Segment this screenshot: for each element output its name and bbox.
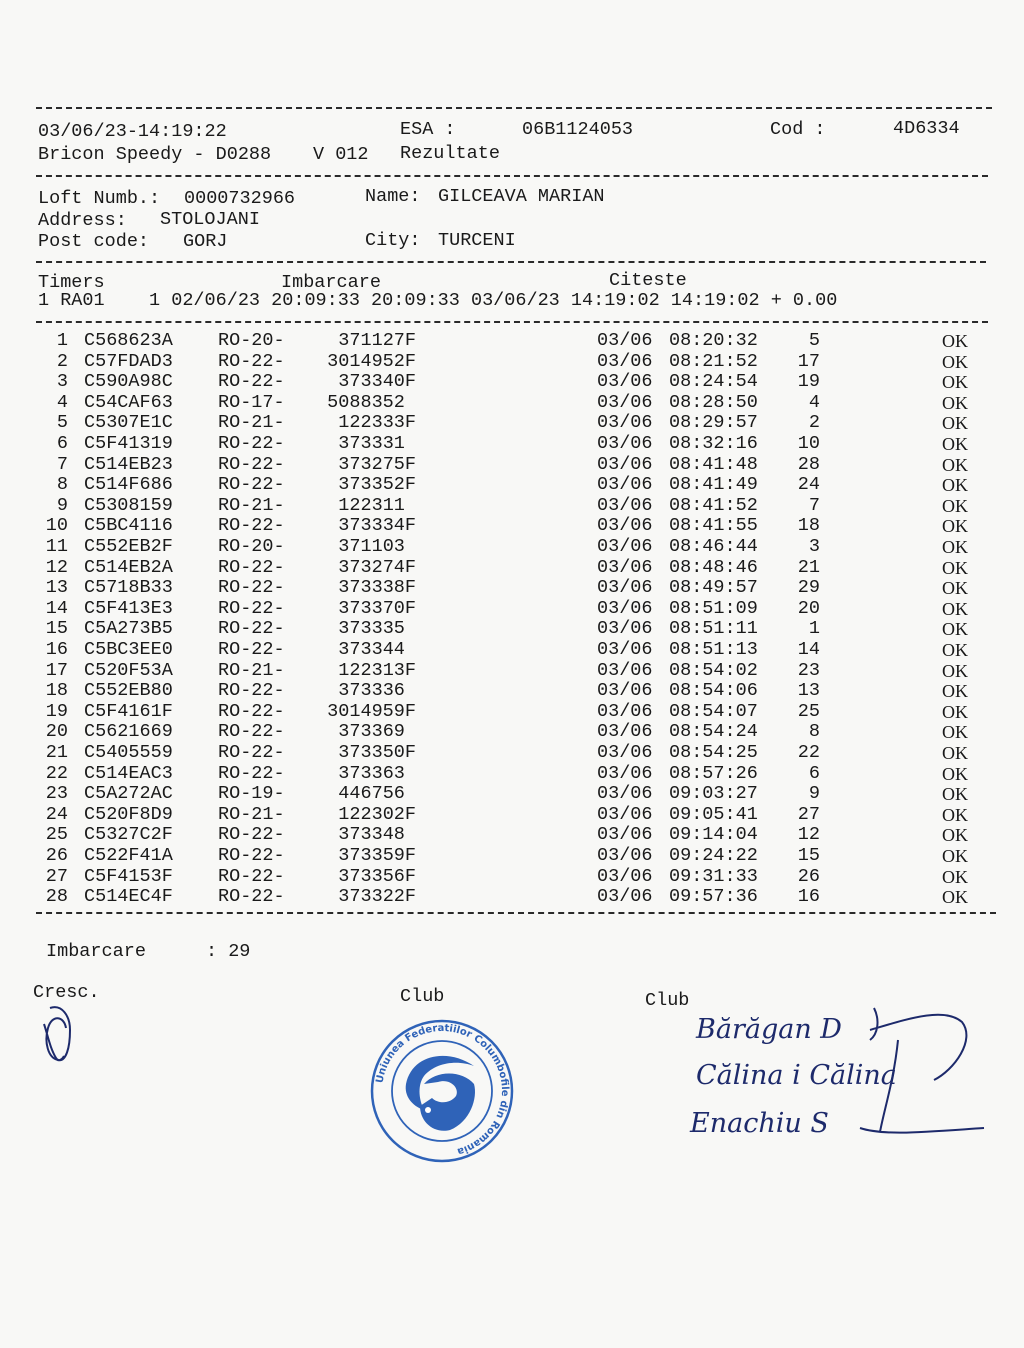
arrival-time: 08:41:48 — [669, 453, 758, 475]
bird-id: C57FDAD3 — [84, 350, 173, 372]
bird-id: C5621669 — [84, 721, 173, 743]
arrival-time: 09:03:27 — [669, 783, 758, 805]
ring-prefix: RO-22- — [218, 453, 285, 475]
basketing-number: 26 — [797, 865, 820, 887]
arrival-time: 08:24:54 — [669, 371, 758, 393]
device-name: Bricon Speedy - D0288 — [38, 144, 272, 165]
row-number: 28 — [45, 886, 68, 908]
basketing-number: 19 — [797, 371, 820, 393]
ring-number: 3014952F — [327, 350, 416, 372]
ring-number: 122333F — [338, 412, 416, 434]
arrival-date: 03/06 — [597, 721, 653, 743]
arrival-time: 08:57:26 — [669, 762, 758, 784]
row-number: 3 — [56, 371, 68, 393]
bird-id: C5308159 — [84, 494, 173, 516]
ring-number: 446756 — [338, 783, 416, 805]
bird-id: C514F686 — [84, 474, 173, 496]
result-row — [0, 722, 1024, 743]
loft-value: 0000732966 — [184, 188, 296, 209]
basketing-number: 3 — [808, 536, 820, 557]
address-value: STOLOJANI — [160, 209, 260, 230]
basketing-number: 6 — [808, 762, 820, 784]
ring-prefix: RO-22- — [218, 433, 285, 454]
bird-id: C514EAC3 — [84, 762, 173, 784]
arrival-date: 03/06 — [597, 783, 653, 805]
ring-number: 371103 — [338, 536, 416, 557]
basketing-number: 2 — [808, 412, 820, 434]
ring-prefix: RO-22- — [218, 639, 285, 660]
status: OK — [942, 598, 968, 619]
row-number: 5 — [56, 412, 68, 434]
row-number: 24 — [45, 803, 68, 825]
arrival-date: 03/06 — [597, 371, 653, 393]
status: OK — [942, 578, 968, 599]
ring-prefix: RO-22- — [218, 680, 285, 702]
ring-number: 373370F — [338, 597, 416, 619]
ring-prefix: RO-22- — [218, 350, 285, 372]
status: OK — [942, 619, 968, 640]
bird-id: C5F41319 — [84, 433, 173, 454]
basketing-number: 1 — [808, 618, 820, 640]
result-row — [0, 887, 1024, 908]
status: OK — [942, 784, 968, 805]
status: OK — [942, 372, 968, 393]
ring-number: 373336 — [338, 680, 416, 702]
arrival-time: 08:29:57 — [669, 412, 758, 434]
divider-top — [36, 107, 992, 109]
ring-number: 3014959F — [327, 700, 416, 722]
ring-number: 373331 — [338, 433, 416, 454]
arrival-date: 03/06 — [597, 515, 653, 537]
status: OK — [942, 516, 968, 537]
basketing-number: 4 — [808, 391, 820, 413]
result-row — [0, 331, 1024, 352]
arrival-date: 03/06 — [597, 330, 653, 351]
arrival-date: 03/06 — [597, 700, 653, 722]
arrival-time: 08:51:11 — [669, 618, 758, 640]
arrival-time: 08:54:07 — [669, 700, 758, 722]
row-number: 12 — [45, 556, 68, 578]
result-row — [0, 393, 1024, 414]
result-row — [0, 599, 1024, 620]
arrival-date: 03/06 — [597, 824, 653, 846]
ring-number: 373344 — [338, 639, 416, 660]
arrival-time: 08:51:13 — [669, 639, 758, 660]
basketing-number: 27 — [797, 803, 820, 825]
bird-id: C522F41A — [84, 845, 173, 866]
basketing-number: 25 — [797, 700, 820, 722]
status: OK — [942, 701, 968, 722]
row-number: 13 — [45, 577, 68, 599]
arrival-time: 09:14:04 — [669, 824, 758, 846]
status: OK — [942, 763, 968, 784]
status: OK — [942, 743, 968, 763]
result-row — [0, 867, 1024, 888]
ring-prefix: RO-20- — [218, 330, 285, 351]
imbarcare-header: Imbarcare — [281, 272, 381, 293]
ring-number: 373334F — [338, 515, 416, 537]
result-row — [0, 558, 1024, 579]
result-row — [0, 578, 1024, 599]
row-number: 7 — [56, 453, 68, 475]
postcode-label: Post code: — [38, 231, 150, 252]
ring-number: 122311 — [338, 494, 416, 516]
ring-number: 373322F — [338, 886, 416, 908]
arrival-date: 03/06 — [597, 577, 653, 599]
basketing-number: 12 — [797, 824, 820, 846]
ring-prefix: RO-22- — [218, 700, 285, 722]
result-row — [0, 681, 1024, 702]
arrival-date: 03/06 — [597, 886, 653, 908]
citeste-header: Citeste — [609, 270, 687, 291]
row-number: 9 — [56, 494, 68, 516]
ring-number: 373338F — [338, 577, 416, 599]
arrival-date: 03/06 — [597, 391, 653, 413]
row-number: 10 — [45, 515, 68, 537]
arrival-time: 08:54:02 — [669, 659, 758, 681]
bird-id: C514EB23 — [84, 453, 173, 475]
ring-number: 373363 — [338, 762, 416, 784]
ring-prefix: RO-22- — [218, 597, 285, 619]
ring-number: 373275F — [338, 453, 416, 475]
ring-number: 373369 — [338, 721, 416, 743]
status: OK — [942, 640, 968, 660]
ring-prefix: RO-21- — [218, 494, 285, 516]
bird-id: C552EB80 — [84, 680, 173, 702]
ring-number: 373350F — [338, 742, 416, 763]
result-row — [0, 434, 1024, 455]
arrival-time: 08:54:06 — [669, 680, 758, 702]
row-number: 8 — [56, 474, 68, 496]
status: OK — [942, 887, 968, 908]
bird-id: C5327C2F — [84, 824, 173, 846]
result-row — [0, 640, 1024, 661]
row-number: 20 — [45, 721, 68, 743]
ring-prefix: RO-22- — [218, 824, 285, 846]
cresc-label: Cresc. — [33, 982, 100, 1003]
divider-header — [36, 175, 988, 177]
ring-prefix: RO-19- — [218, 783, 285, 805]
club-label-1: Club — [400, 986, 445, 1007]
result-row — [0, 372, 1024, 393]
basketing-number: 9 — [808, 783, 820, 805]
result-row — [0, 825, 1024, 846]
ring-number: 373335 — [338, 618, 416, 640]
basketing-number: 15 — [797, 845, 820, 866]
ring-prefix: RO-22- — [218, 618, 285, 640]
imbarcare-total-value: : 29 — [206, 941, 251, 962]
device-version: V 012 — [313, 144, 369, 165]
report-type: Rezultate — [400, 143, 500, 164]
arrival-time: 08:49:57 — [669, 577, 758, 599]
arrival-time: 08:41:55 — [669, 515, 758, 537]
ring-number: 122302F — [338, 803, 416, 825]
status: OK — [942, 351, 968, 372]
basketing-number: 14 — [797, 639, 820, 660]
basketing-number: 28 — [797, 453, 820, 475]
arrival-date: 03/06 — [597, 453, 653, 475]
basketing-number: 5 — [808, 330, 820, 351]
ring-prefix: RO-20- — [218, 536, 285, 557]
result-row — [0, 537, 1024, 558]
arrival-time: 08:48:46 — [669, 556, 758, 578]
imbarcare-total-label: Imbarcare — [46, 941, 146, 962]
svg-text:Uniunea Federatiilor Columbofi — [374, 1023, 510, 1157]
status: OK — [942, 434, 968, 454]
result-row — [0, 455, 1024, 476]
status: OK — [942, 475, 968, 496]
result-row — [0, 743, 1024, 764]
basketing-number: 24 — [797, 474, 820, 496]
arrival-time: 09:57:36 — [669, 886, 758, 908]
row-number: 2 — [56, 350, 68, 372]
arrival-date: 03/06 — [597, 659, 653, 681]
ring-number: 371127F — [338, 330, 416, 351]
row-number: 22 — [45, 762, 68, 784]
result-row — [0, 764, 1024, 785]
signature-calina: Călina i Călina — [696, 1060, 897, 1091]
ring-number: 373352F — [338, 474, 416, 496]
bird-id: C5405559 — [84, 742, 173, 763]
row-number: 23 — [45, 783, 68, 805]
result-row — [0, 619, 1024, 640]
bird-id: C514EB2A — [84, 556, 173, 578]
ring-prefix: RO-22- — [218, 762, 285, 784]
ring-number: 373348 — [338, 824, 416, 846]
result-row — [0, 496, 1024, 517]
result-row — [0, 516, 1024, 537]
arrival-date: 03/06 — [597, 412, 653, 434]
result-row — [0, 352, 1024, 373]
status: OK — [942, 495, 968, 516]
arrival-date: 03/06 — [597, 762, 653, 784]
arrival-date: 03/06 — [597, 845, 653, 866]
row-number: 15 — [45, 618, 68, 640]
status: OK — [942, 537, 968, 557]
basketing-number: 10 — [797, 433, 820, 454]
ring-prefix: RO-22- — [218, 721, 285, 743]
ring-prefix: RO-22- — [218, 845, 285, 866]
result-row — [0, 846, 1024, 867]
loft-label: Loft Numb.: — [38, 188, 161, 209]
bird-id: C5F4153F — [84, 865, 173, 887]
arrival-date: 03/06 — [597, 536, 653, 557]
divider-timers — [36, 321, 988, 323]
basketing-number: 29 — [797, 577, 820, 599]
arrival-time: 09:24:22 — [669, 845, 758, 866]
result-row — [0, 475, 1024, 496]
bird-id: C520F8D9 — [84, 803, 173, 825]
bird-id: C5BC3EE0 — [84, 639, 173, 660]
arrival-date: 03/06 — [597, 433, 653, 454]
signature-enachiu: Enachiu S — [690, 1108, 829, 1139]
basketing-number: 22 — [797, 742, 820, 763]
arrival-time: 08:41:49 — [669, 474, 758, 496]
status: OK — [942, 557, 968, 578]
status: OK — [942, 331, 968, 351]
signature-baragan: Bărăgan D — [696, 1014, 842, 1045]
bird-id: C54CAF63 — [84, 391, 173, 413]
arrival-time: 08:21:52 — [669, 350, 758, 372]
esa-label: ESA : — [400, 119, 456, 140]
address-label: Address: — [38, 210, 127, 231]
ring-prefix: RO-22- — [218, 577, 285, 599]
result-row — [0, 702, 1024, 723]
basketing-number: 18 — [797, 515, 820, 537]
name-value: GILCEAVA MARIAN — [438, 186, 605, 207]
ring-prefix: RO-22- — [218, 865, 285, 887]
ring-prefix: RO-17- — [218, 391, 285, 413]
bird-id: C568623A — [84, 330, 173, 351]
ring-prefix: RO-22- — [218, 371, 285, 393]
timer-line: 1 RA01 1 02/06/23 20:09:33 20:09:33 03/06/23 14:19:02 14:19:02 + 0.00 — [38, 290, 838, 311]
arrival-date: 03/06 — [597, 742, 653, 763]
basketing-number: 20 — [797, 597, 820, 619]
ring-prefix: RO-22- — [218, 556, 285, 578]
row-number: 6 — [56, 433, 68, 454]
arrival-time: 08:28:50 — [669, 391, 758, 413]
bird-id: C5A273B5 — [84, 618, 173, 640]
basketing-number: 13 — [797, 680, 820, 702]
arrival-time: 09:05:41 — [669, 803, 758, 825]
row-number: 4 — [56, 391, 68, 413]
name-label: Name: — [365, 186, 421, 207]
status: OK — [942, 660, 968, 681]
basketing-number: 7 — [808, 494, 820, 516]
stamp-text: Uniunea Federatiilor Columbofile din Romania — [374, 1022, 511, 1157]
row-number: 21 — [45, 742, 68, 763]
arrival-time: 08:54:24 — [669, 721, 758, 743]
arrival-time: 08:41:52 — [669, 494, 758, 516]
arrival-time: 08:46:44 — [669, 536, 758, 557]
basketing-number: 17 — [797, 350, 820, 372]
status: OK — [942, 825, 968, 846]
city-label: City: — [365, 230, 421, 251]
timers-label: Timers — [38, 272, 105, 293]
club-signatures — [684, 1000, 994, 1150]
status: OK — [942, 681, 968, 702]
row-number: 25 — [45, 824, 68, 846]
divider-loft — [36, 261, 986, 263]
row-number: 14 — [45, 597, 68, 619]
basketing-number: 23 — [797, 659, 820, 681]
ring-number: 373274F — [338, 556, 416, 578]
bird-id: C552EB2F — [84, 536, 173, 557]
cod-label: Cod : — [770, 119, 826, 140]
club-stamp — [366, 1018, 518, 1164]
postcode-value: GORJ — [183, 231, 228, 252]
status: OK — [942, 413, 968, 434]
status: OK — [942, 866, 968, 887]
result-row — [0, 805, 1024, 826]
row-number: 17 — [45, 659, 68, 681]
bird-id: C5307E1C — [84, 412, 173, 434]
ring-prefix: RO-22- — [218, 515, 285, 537]
row-number: 19 — [45, 700, 68, 722]
row-number: 26 — [45, 845, 68, 866]
status: OK — [942, 454, 968, 475]
basketing-number: 21 — [797, 556, 820, 578]
bird-id: C5A272AC — [84, 783, 173, 805]
ring-prefix: RO-21- — [218, 803, 285, 825]
bird-id: C5F4161F — [84, 700, 173, 722]
ring-number: 373340F — [338, 371, 416, 393]
arrival-date: 03/06 — [597, 350, 653, 372]
result-row — [0, 413, 1024, 434]
arrival-date: 03/06 — [597, 474, 653, 496]
row-number: 18 — [45, 680, 68, 702]
city-value: TURCENI — [438, 230, 516, 251]
arrival-date: 03/06 — [597, 680, 653, 702]
basketing-number: 8 — [808, 721, 820, 743]
divider-results — [36, 912, 996, 914]
arrival-time: 09:31:33 — [669, 865, 758, 887]
ring-prefix: RO-22- — [218, 742, 285, 763]
esa-value: 06B1124053 — [522, 119, 634, 140]
result-row — [0, 661, 1024, 682]
arrival-date: 03/06 — [597, 597, 653, 619]
cod-value: 4D6334 — [893, 118, 960, 139]
arrival-time: 08:51:09 — [669, 597, 758, 619]
arrival-date: 03/06 — [597, 865, 653, 887]
row-number: 1 — [56, 330, 68, 351]
bird-id: C590A98C — [84, 371, 173, 393]
report-datetime: 03/06/23-14:19:22 — [38, 121, 227, 142]
ring-prefix: RO-21- — [218, 412, 285, 434]
row-number: 11 — [45, 536, 68, 557]
bird-id: C520F53A — [84, 659, 173, 681]
arrival-time: 08:20:32 — [669, 330, 758, 351]
ring-number: 5088352 — [327, 391, 416, 413]
status: OK — [942, 846, 968, 866]
arrival-date: 03/06 — [597, 618, 653, 640]
arrival-date: 03/06 — [597, 494, 653, 516]
club-label-2: Club — [645, 990, 690, 1011]
arrival-date: 03/06 — [597, 639, 653, 660]
arrival-date: 03/06 — [597, 556, 653, 578]
ring-prefix: RO-22- — [218, 474, 285, 496]
basketing-number: 16 — [797, 886, 820, 908]
bird-id: C5F413E3 — [84, 597, 173, 619]
bird-id: C5718B33 — [84, 577, 173, 599]
status: OK — [942, 804, 968, 825]
ring-number: 373356F — [338, 865, 416, 887]
ring-number: 373359F — [338, 845, 416, 866]
bird-id: C514EC4F — [84, 886, 173, 908]
result-row — [0, 784, 1024, 805]
arrival-date: 03/06 — [597, 803, 653, 825]
ring-prefix: RO-21- — [218, 659, 285, 681]
breeder-signature — [36, 1002, 86, 1066]
row-number: 16 — [45, 639, 68, 660]
ring-number: 122313F — [338, 659, 416, 681]
arrival-time: 08:32:16 — [669, 433, 758, 454]
ring-prefix: RO-22- — [218, 886, 285, 908]
arrival-time: 08:54:25 — [669, 742, 758, 763]
bird-id: C5BC4116 — [84, 515, 173, 537]
row-number: 27 — [45, 865, 68, 887]
status: OK — [942, 392, 968, 413]
status: OK — [942, 722, 968, 743]
